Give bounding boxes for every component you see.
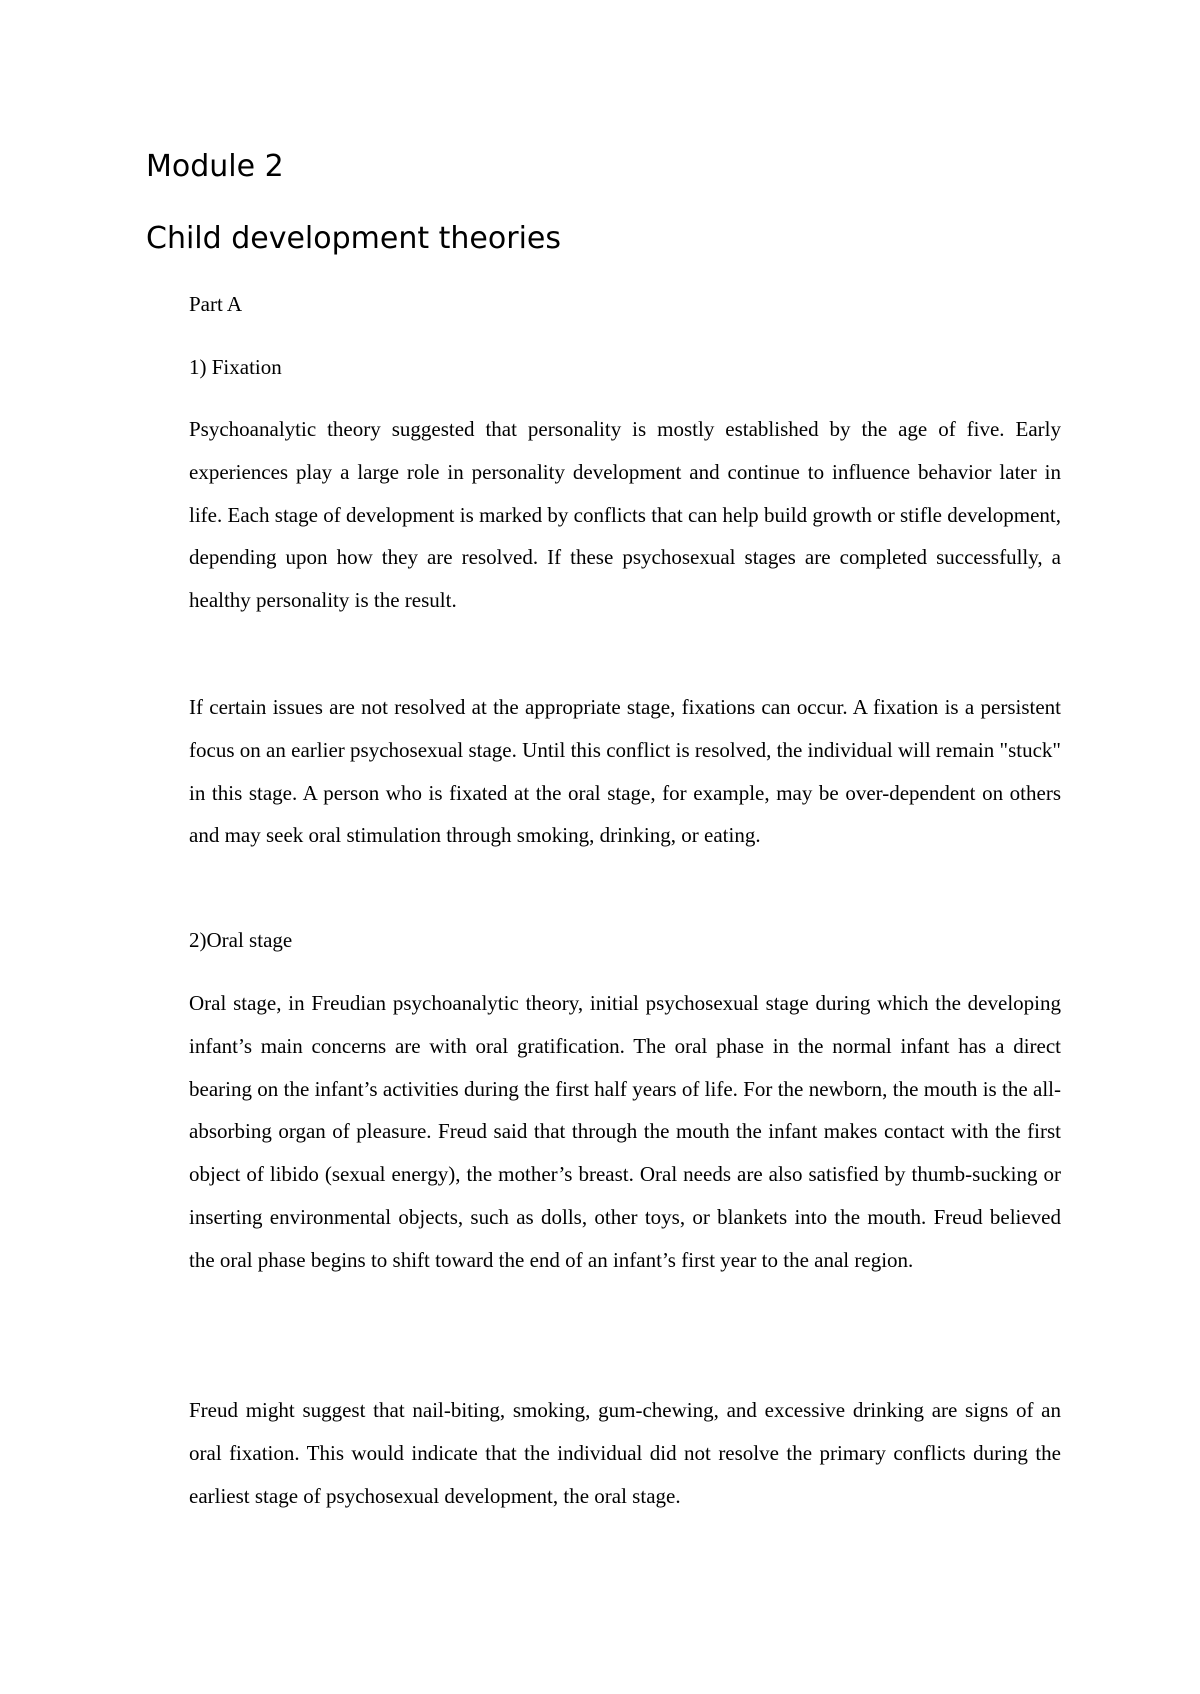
- module-title: Module 2: [146, 149, 284, 184]
- section-heading-fixation: 1) Fixation: [189, 355, 282, 379]
- section-heading-oral-stage: 2)Oral stage: [189, 928, 293, 952]
- fixation-paragraph-2: If certain issues are not resolved at the appropriate stage, fixations can occur. A fixation is a persistent focus on an earlier psychosexual stage. Until this conflict is resolved, the individual will remain "stuck" in this stage. A person who is fixated at the oral stage, for example, may be over-dependent on others and may seek oral stimulation through smoking, drinking, or eating.: [189, 695, 1061, 848]
- oral-stage-paragraph-1: Oral stage, in Freudian psychoanalytic theory, initial psychosexual stage during which the developing infant’s main concerns are with oral gratification. The oral phase in the normal infant has a direct bearing on the infant’s activities during the first half years of life. For the newborn, the mouth is the all-absorbing organ of pleasure. Freud said that through the mouth the infant makes contact with the first object of libido (sexual energy), the mother’s breast. Oral needs are also satisfied by thumb-sucking or inserting environmental objects, such as dolls, other toys, or blankets into the mouth. Freud believed the oral phase begins to shift toward the end of an infant’s first year to the anal region.: [189, 991, 1061, 1272]
- part-label: Part A: [189, 292, 243, 316]
- oral-stage-paragraph-2: Freud might suggest that nail-biting, smoking, gum-chewing, and excessive drinking are signs of an oral fixation. This would indicate that the individual did not resolve the primary conflicts during the earliest stage of psychosexual development, the oral stage.: [189, 1398, 1061, 1508]
- fixation-paragraph-1: Psychoanalytic theory suggested that personality is mostly established by the age of five. Early experiences play a large role in personality development and continue to influence behavior later in life. Each stage of development is marked by conflicts that can help build growth or stifle development, depending upon how they are resolved. If these psychosexual stages are completed successfully, a healthy personality is the result.: [189, 417, 1061, 613]
- document-subtitle: Child development theories: [146, 221, 561, 256]
